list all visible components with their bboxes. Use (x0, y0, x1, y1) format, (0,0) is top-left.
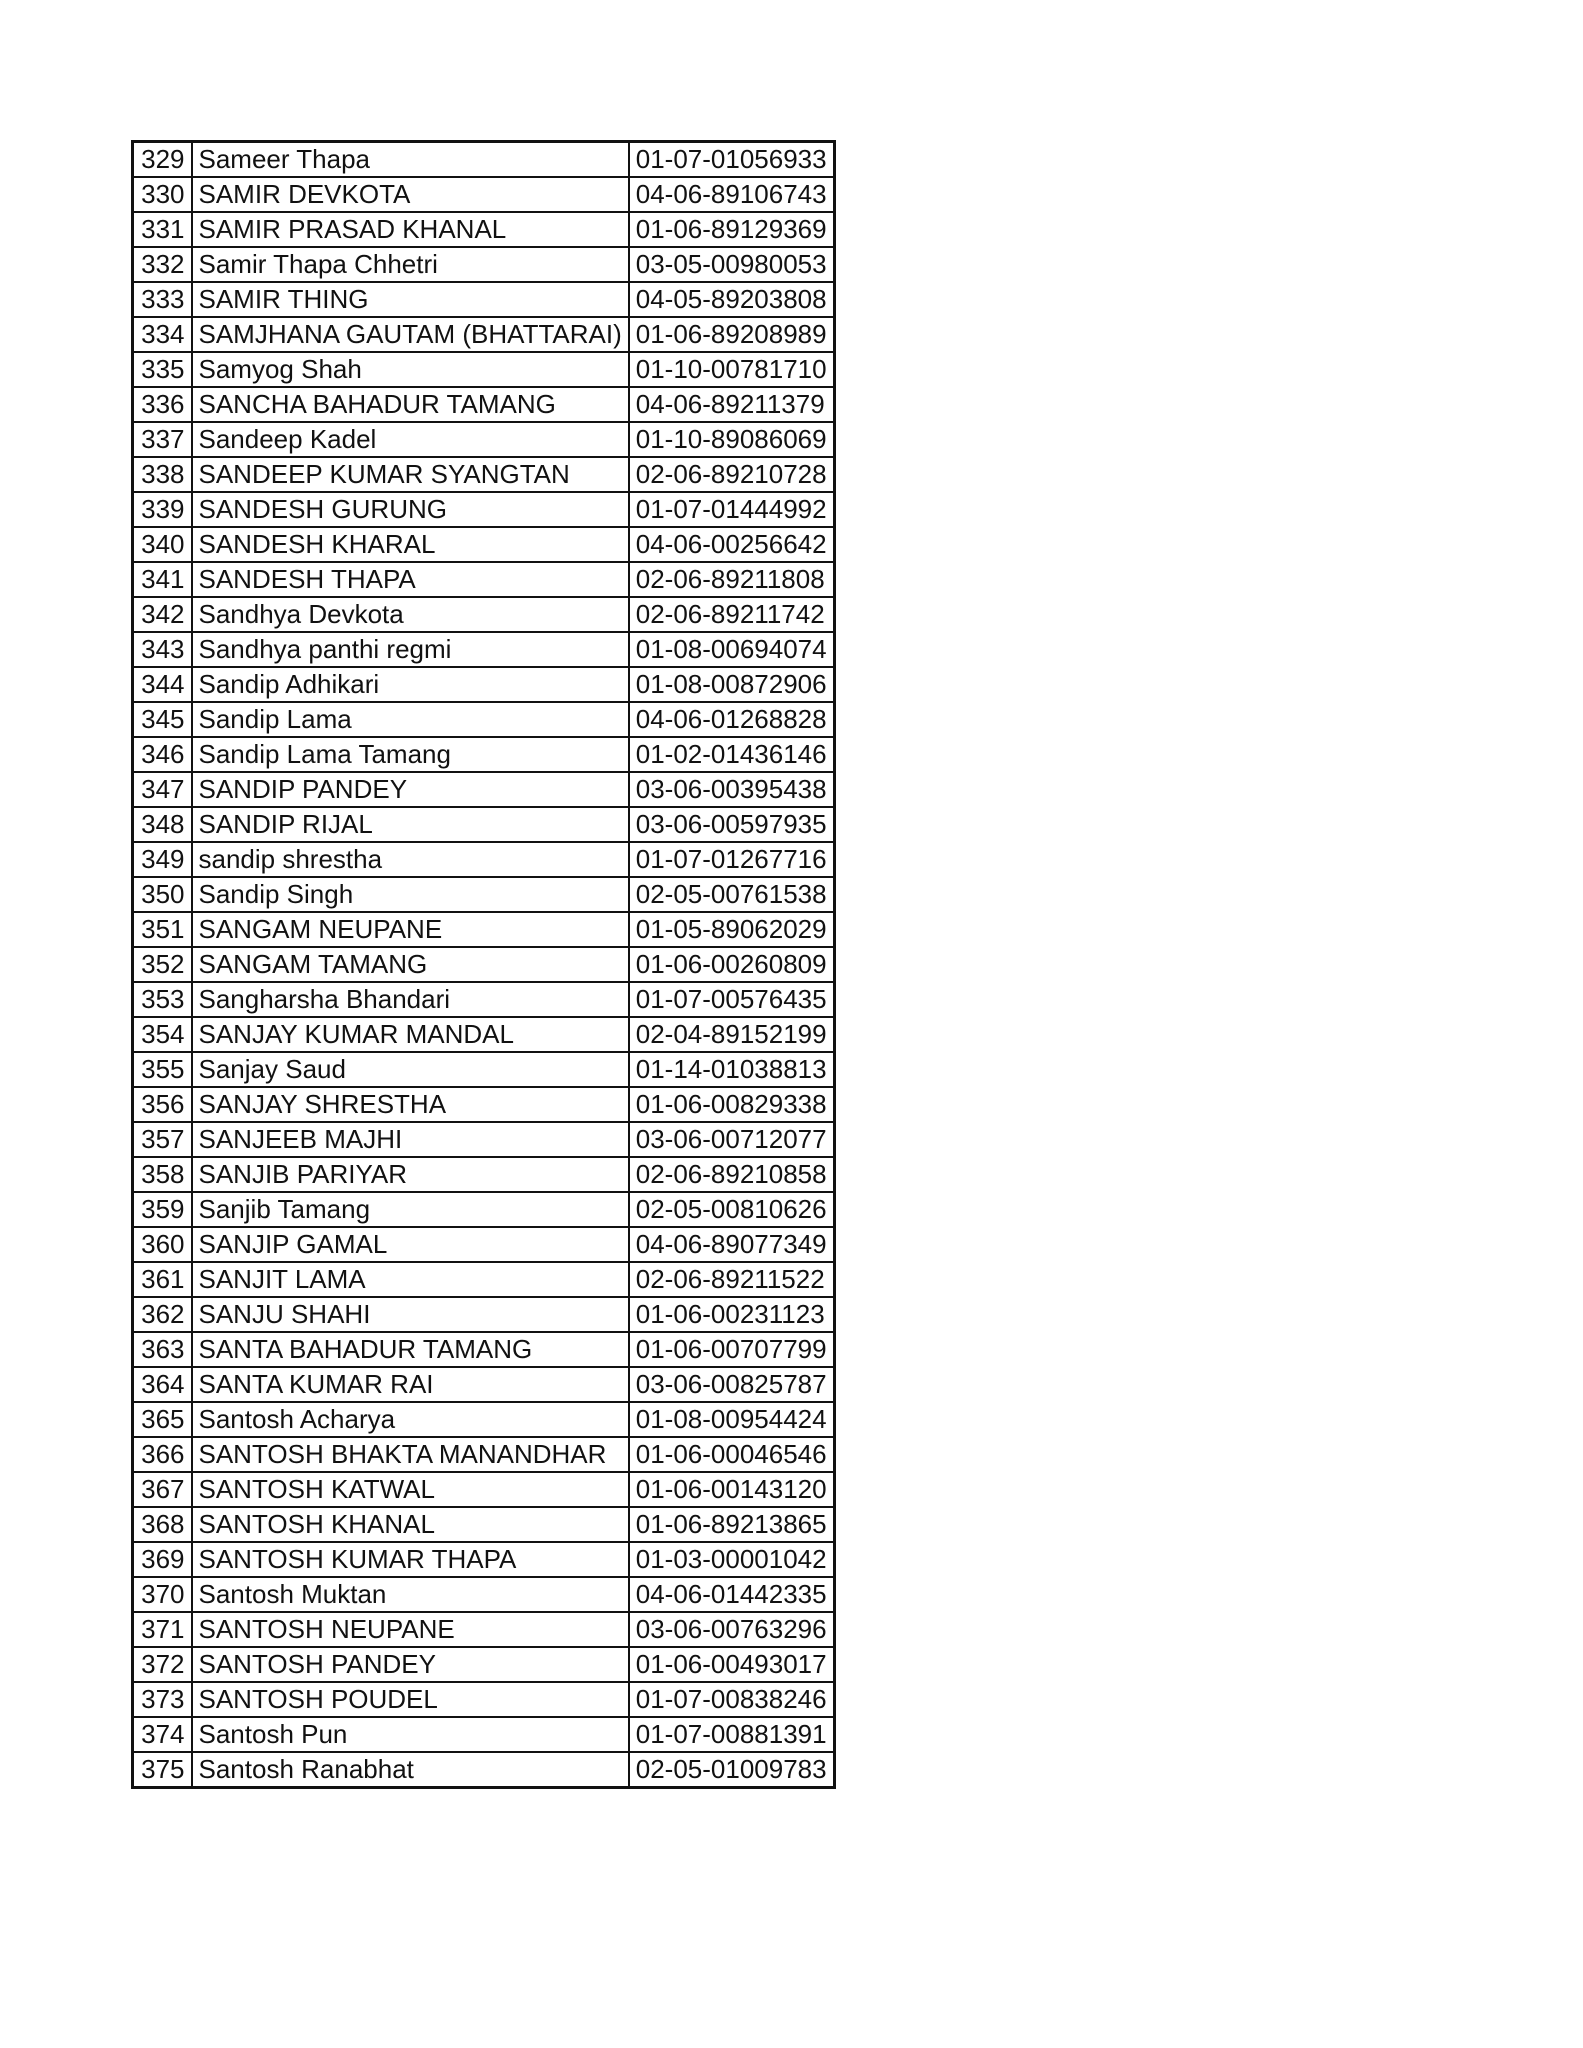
id-number-cell: 01-07-01267716 (629, 842, 834, 877)
serial-number-cell: 360 (133, 1227, 192, 1262)
table-row (133, 317, 835, 352)
name-cell: Sameer Thapa (192, 142, 629, 178)
name-cell: SANTOSH KHANAL (192, 1507, 629, 1542)
id-number-cell: 02-04-89152199 (629, 1017, 834, 1052)
name-cell: Sandip Singh (192, 877, 629, 912)
serial-number-cell: 347 (133, 772, 192, 807)
name-cell: SANDIP RIJAL (192, 807, 629, 842)
serial-number-cell: 361 (133, 1262, 192, 1297)
table-row (133, 1297, 835, 1332)
name-cell: Sandhya panthi regmi (192, 632, 629, 667)
name-cell: SANJAY SHRESTHA (192, 1087, 629, 1122)
serial-number-cell: 365 (133, 1402, 192, 1437)
id-number-cell: 03-06-00825787 (629, 1367, 834, 1402)
serial-number-cell: 331 (133, 212, 192, 247)
name-cell: Sandhya Devkota (192, 597, 629, 632)
serial-number-cell: 371 (133, 1612, 192, 1647)
table-row (133, 1752, 835, 1788)
serial-number-cell: 353 (133, 982, 192, 1017)
table-row (133, 1227, 835, 1262)
id-number-cell: 01-06-89213865 (629, 1507, 834, 1542)
table-row (133, 842, 835, 877)
serial-number-cell: 335 (133, 352, 192, 387)
serial-number-cell: 334 (133, 317, 192, 352)
id-number-cell: 03-06-00712077 (629, 1122, 834, 1157)
roster-table (131, 140, 836, 1789)
table-row (133, 702, 835, 737)
name-cell: SANJIT LAMA (192, 1262, 629, 1297)
name-cell: SANDESH KHARAL (192, 527, 629, 562)
serial-number-cell: 362 (133, 1297, 192, 1332)
serial-number-cell: 336 (133, 387, 192, 422)
id-number-cell: 01-10-00781710 (629, 352, 834, 387)
id-number-cell: 04-06-89106743 (629, 177, 834, 212)
id-number-cell: 01-06-00231123 (629, 1297, 834, 1332)
table-row (133, 527, 835, 562)
table-row (133, 737, 835, 772)
name-cell: SANDESH THAPA (192, 562, 629, 597)
name-cell: SANTOSH POUDEL (192, 1682, 629, 1717)
name-cell: Santosh Ranabhat (192, 1752, 629, 1788)
serial-number-cell: 333 (133, 282, 192, 317)
id-number-cell: 04-06-89077349 (629, 1227, 834, 1262)
serial-number-cell: 358 (133, 1157, 192, 1192)
table-row (133, 1682, 835, 1717)
table-row (133, 562, 835, 597)
id-number-cell: 01-10-89086069 (629, 422, 834, 457)
serial-number-cell: 366 (133, 1437, 192, 1472)
id-number-cell: 04-06-01442335 (629, 1577, 834, 1612)
serial-number-cell: 359 (133, 1192, 192, 1227)
table-row (133, 982, 835, 1017)
id-number-cell: 01-05-89062029 (629, 912, 834, 947)
serial-number-cell: 346 (133, 737, 192, 772)
id-number-cell: 02-06-89211522 (629, 1262, 834, 1297)
serial-number-cell: 350 (133, 877, 192, 912)
id-number-cell: 02-06-89211742 (629, 597, 834, 632)
table-row (133, 912, 835, 947)
table-row (133, 1647, 835, 1682)
table-row (133, 597, 835, 632)
name-cell: Santosh Muktan (192, 1577, 629, 1612)
name-cell: SANTOSH NEUPANE (192, 1612, 629, 1647)
serial-number-cell: 357 (133, 1122, 192, 1157)
name-cell: SANGAM TAMANG (192, 947, 629, 982)
serial-number-cell: 374 (133, 1717, 192, 1752)
serial-number-cell: 348 (133, 807, 192, 842)
serial-number-cell: 345 (133, 702, 192, 737)
table-row (133, 632, 835, 667)
id-number-cell: 01-07-00838246 (629, 1682, 834, 1717)
name-cell: SANTA BAHADUR TAMANG (192, 1332, 629, 1367)
name-cell: SANGAM NEUPANE (192, 912, 629, 947)
serial-number-cell: 342 (133, 597, 192, 632)
table-row (133, 1542, 835, 1577)
name-cell: SANTOSH KATWAL (192, 1472, 629, 1507)
name-cell: SANJU SHAHI (192, 1297, 629, 1332)
serial-number-cell: 330 (133, 177, 192, 212)
serial-number-cell: 339 (133, 492, 192, 527)
table-row (133, 142, 835, 178)
name-cell: Samir Thapa Chhetri (192, 247, 629, 282)
table-row (133, 1367, 835, 1402)
id-number-cell: 01-06-00493017 (629, 1647, 834, 1682)
id-number-cell: 01-07-00576435 (629, 982, 834, 1017)
serial-number-cell: 372 (133, 1647, 192, 1682)
id-number-cell: 01-07-01444992 (629, 492, 834, 527)
table-row (133, 387, 835, 422)
name-cell: SANCHA BAHADUR TAMANG (192, 387, 629, 422)
serial-number-cell: 349 (133, 842, 192, 877)
name-cell: Samyog Shah (192, 352, 629, 387)
serial-number-cell: 337 (133, 422, 192, 457)
id-number-cell: 01-07-00881391 (629, 1717, 834, 1752)
table-row (133, 1157, 835, 1192)
name-cell: SANJEEB MAJHI (192, 1122, 629, 1157)
table-row (133, 667, 835, 702)
name-cell: Santosh Acharya (192, 1402, 629, 1437)
name-cell: Sangharsha Bhandari (192, 982, 629, 1017)
id-number-cell: 04-06-01268828 (629, 702, 834, 737)
table-row (133, 947, 835, 982)
id-number-cell: 01-06-89129369 (629, 212, 834, 247)
id-number-cell: 01-08-00872906 (629, 667, 834, 702)
serial-number-cell: 329 (133, 142, 192, 178)
id-number-cell: 04-06-89211379 (629, 387, 834, 422)
table-row (133, 422, 835, 457)
id-number-cell: 02-06-89210728 (629, 457, 834, 492)
name-cell: SAMIR DEVKOTA (192, 177, 629, 212)
table-row (133, 1332, 835, 1367)
table-row (133, 807, 835, 842)
table-row (133, 1402, 835, 1437)
table-row (133, 177, 835, 212)
id-number-cell: 01-07-01056933 (629, 142, 834, 178)
name-cell: SANDIP PANDEY (192, 772, 629, 807)
table-row (133, 212, 835, 247)
id-number-cell: 01-03-00001042 (629, 1542, 834, 1577)
id-number-cell: 03-06-00763296 (629, 1612, 834, 1647)
id-number-cell: 02-05-00761538 (629, 877, 834, 912)
name-cell: SANTOSH KUMAR THAPA (192, 1542, 629, 1577)
table-row (133, 1192, 835, 1227)
serial-number-cell: 355 (133, 1052, 192, 1087)
serial-number-cell: 363 (133, 1332, 192, 1367)
table-row (133, 1017, 835, 1052)
table-row (133, 1577, 835, 1612)
id-number-cell: 03-05-00980053 (629, 247, 834, 282)
id-number-cell: 02-06-89211808 (629, 562, 834, 597)
serial-number-cell: 356 (133, 1087, 192, 1122)
id-number-cell: 03-06-00597935 (629, 807, 834, 842)
serial-number-cell: 373 (133, 1682, 192, 1717)
serial-number-cell: 370 (133, 1577, 192, 1612)
name-cell: Sandip Lama (192, 702, 629, 737)
table-row (133, 352, 835, 387)
name-cell: SAMIR PRASAD KHANAL (192, 212, 629, 247)
table-row (133, 282, 835, 317)
name-cell: Sandip Adhikari (192, 667, 629, 702)
serial-number-cell: 352 (133, 947, 192, 982)
name-cell: Sanjib Tamang (192, 1192, 629, 1227)
serial-number-cell: 351 (133, 912, 192, 947)
id-number-cell: 02-05-00810626 (629, 1192, 834, 1227)
id-number-cell: 02-05-01009783 (629, 1752, 834, 1788)
table-row (133, 457, 835, 492)
serial-number-cell: 343 (133, 632, 192, 667)
serial-number-cell: 367 (133, 1472, 192, 1507)
id-number-cell: 01-06-00829338 (629, 1087, 834, 1122)
id-number-cell: 01-06-00707799 (629, 1332, 834, 1367)
serial-number-cell: 375 (133, 1752, 192, 1788)
serial-number-cell: 332 (133, 247, 192, 282)
serial-number-cell: 369 (133, 1542, 192, 1577)
id-number-cell: 01-02-01436146 (629, 737, 834, 772)
roster-table-body (133, 142, 835, 1788)
table-row (133, 1052, 835, 1087)
table-row (133, 1472, 835, 1507)
serial-number-cell: 338 (133, 457, 192, 492)
id-number-cell: 01-06-00046546 (629, 1437, 834, 1472)
id-number-cell: 01-06-00143120 (629, 1472, 834, 1507)
name-cell: SANDESH GURUNG (192, 492, 629, 527)
name-cell: SANTOSH BHAKTA MANANDHAR (192, 1437, 629, 1472)
name-cell: Sandeep Kadel (192, 422, 629, 457)
table-row (133, 1262, 835, 1297)
name-cell: Sanjay Saud (192, 1052, 629, 1087)
id-number-cell: 01-06-89208989 (629, 317, 834, 352)
id-number-cell: 01-14-01038813 (629, 1052, 834, 1087)
name-cell: SAMIR THING (192, 282, 629, 317)
id-number-cell: 02-06-89210858 (629, 1157, 834, 1192)
name-cell: Sandip Lama Tamang (192, 737, 629, 772)
name-cell: SANTOSH PANDEY (192, 1647, 629, 1682)
name-cell: SANDEEP KUMAR SYANGTAN (192, 457, 629, 492)
id-number-cell: 01-08-00694074 (629, 632, 834, 667)
name-cell: sandip shrestha (192, 842, 629, 877)
serial-number-cell: 341 (133, 562, 192, 597)
name-cell: SANTA KUMAR RAI (192, 1367, 629, 1402)
table-row (133, 1612, 835, 1647)
name-cell: SANJIP GAMAL (192, 1227, 629, 1262)
serial-number-cell: 364 (133, 1367, 192, 1402)
table-row (133, 1507, 835, 1542)
serial-number-cell: 354 (133, 1017, 192, 1052)
table-row (133, 492, 835, 527)
table-row (133, 877, 835, 912)
table-row (133, 1122, 835, 1157)
table-row (133, 1717, 835, 1752)
name-cell: SANJIB PARIYAR (192, 1157, 629, 1192)
serial-number-cell: 344 (133, 667, 192, 702)
id-number-cell: 04-06-00256642 (629, 527, 834, 562)
name-cell: Santosh Pun (192, 1717, 629, 1752)
name-cell: SAMJHANA GAUTAM (BHATTARAI) (192, 317, 629, 352)
serial-number-cell: 368 (133, 1507, 192, 1542)
serial-number-cell: 340 (133, 527, 192, 562)
id-number-cell: 04-05-89203808 (629, 282, 834, 317)
table-row (133, 1437, 835, 1472)
id-number-cell: 01-06-00260809 (629, 947, 834, 982)
id-number-cell: 01-08-00954424 (629, 1402, 834, 1437)
name-cell: SANJAY KUMAR MANDAL (192, 1017, 629, 1052)
id-number-cell: 03-06-00395438 (629, 772, 834, 807)
table-row (133, 247, 835, 282)
table-row (133, 1087, 835, 1122)
table-row (133, 772, 835, 807)
